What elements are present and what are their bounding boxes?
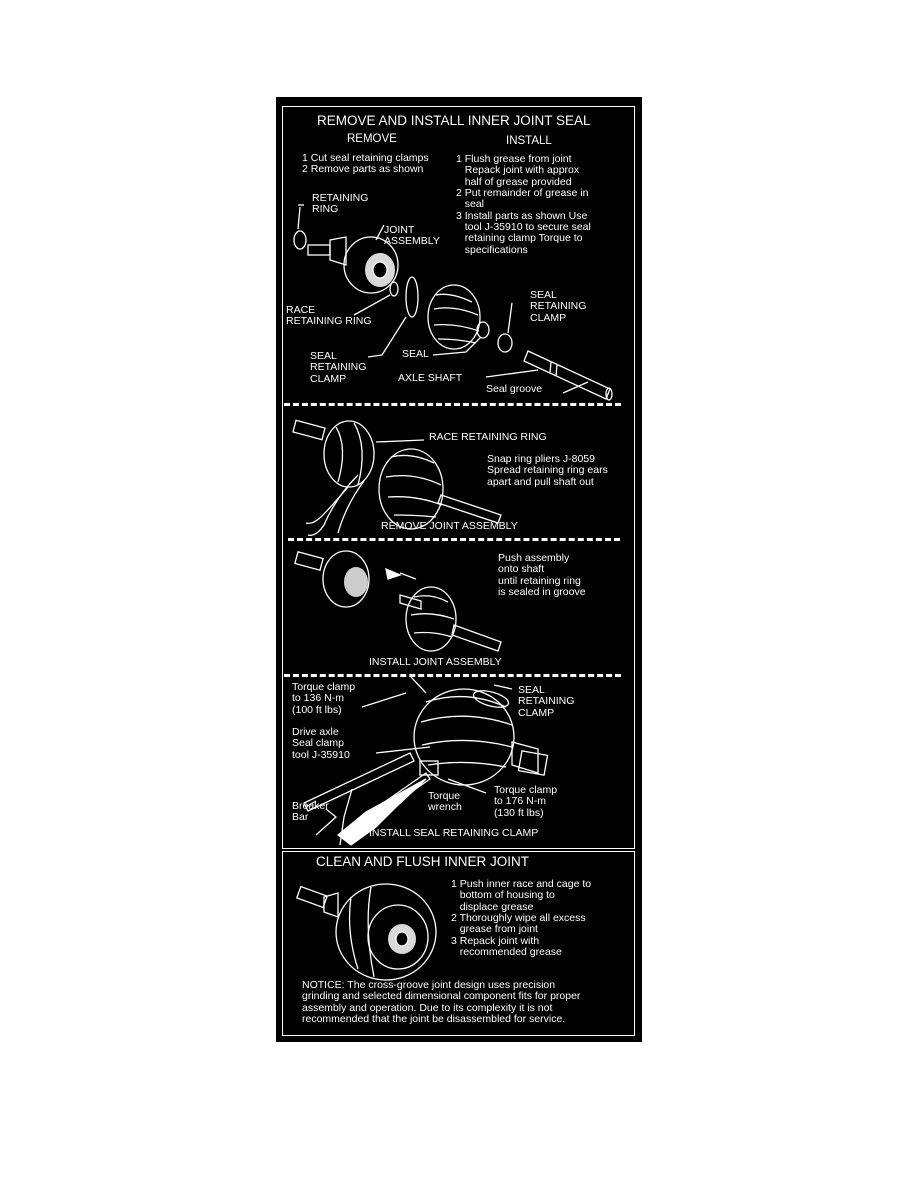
torque-spec-176: Torque clamp to 176 N-m (130 ft lbs): [494, 784, 558, 819]
label-seal-retaining-clamp-right: SEAL RETAINING CLAMP: [530, 289, 587, 324]
divider-2: [288, 538, 620, 541]
label-seal-retaining-clamp-left: SEAL RETAINING CLAMP: [310, 350, 367, 385]
section1-title: REMOVE AND INSTALL INNER JOINT SEAL: [317, 113, 591, 128]
service-diagram-sheet: [276, 97, 642, 1042]
install-heading: INSTALL: [506, 135, 552, 147]
label-race-retaining-ring: RACE RETAINING RING: [286, 304, 372, 328]
divider-3: [284, 674, 621, 677]
install-joint-illustration: [295, 551, 501, 651]
remove-joint-note: Snap ring pliers J-8059 Spread retaining ring ears apart and pull shaft out: [487, 453, 608, 488]
label-torque-wrench: Torque wrench: [428, 790, 462, 814]
seal-clamp-tool: Drive axle Seal clamp tool J-35910: [292, 726, 350, 761]
seal-clamp-left-part: [368, 277, 418, 357]
label-seal: SEAL: [402, 348, 429, 360]
install-joint-note: Push assembly onto shaft until retaining ring is sealed in groove: [498, 552, 586, 598]
label-breaker-bar: Breaker Bar: [292, 800, 329, 824]
label-race-retaining-ring-2: RACE RETAINING RING: [429, 431, 547, 443]
clean-steps: 1 Push inner race and cage to bottom of housing to displace grease 2 Thoroughly wipe all excess grease from joint 3 Repack joint with recommended grease: [451, 878, 592, 958]
label-axle-shaft: AXLE SHAFT: [398, 372, 463, 384]
section5-title: CLEAN AND FLUSH INNER JOINT: [316, 854, 530, 869]
seal-clamp-right-part: [498, 303, 512, 352]
label-seal-groove: Seal groove: [486, 383, 543, 395]
retaining-ring-part: [294, 205, 306, 249]
notice-text: NOTICE: The cross-groove joint design uses precision grinding and selected dimensional component fits for proper assembly and operation. Due to its complexity it is not recommended that the joint be disassembled for service.: [302, 979, 581, 1025]
seal-boot-part: [428, 285, 489, 355]
torque-spec-136: Torque clamp to 136 N-m (100 ft lbs): [292, 681, 356, 716]
remove-steps: 1 Cut seal retaining clamps 2 Remove parts as shown: [302, 152, 429, 176]
install-clamp-caption: INSTALL SEAL RETAINING CLAMP: [369, 827, 539, 839]
label-seal-retaining-clamp-3: SEAL RETAINING CLAMP: [518, 684, 575, 719]
install-steps: 1 Flush grease from joint Repack joint with approx half of grease provided 2 Put remainder of grease in seal 3 Install parts as shown Use tool J-35910 to secure seal retaining clamp Torque to specifications: [456, 153, 591, 256]
clean-joint-illustration: [297, 884, 436, 980]
label-retaining-ring: RETAINING RING: [312, 192, 369, 216]
remove-heading: REMOVE: [347, 133, 397, 145]
install-joint-caption: INSTALL JOINT ASSEMBLY: [369, 656, 502, 668]
remove-joint-caption: REMOVE JOINT ASSEMBLY: [381, 520, 518, 532]
divider-1: [284, 403, 621, 406]
label-joint-assembly: JOINT ASSEMBLY: [384, 224, 440, 248]
